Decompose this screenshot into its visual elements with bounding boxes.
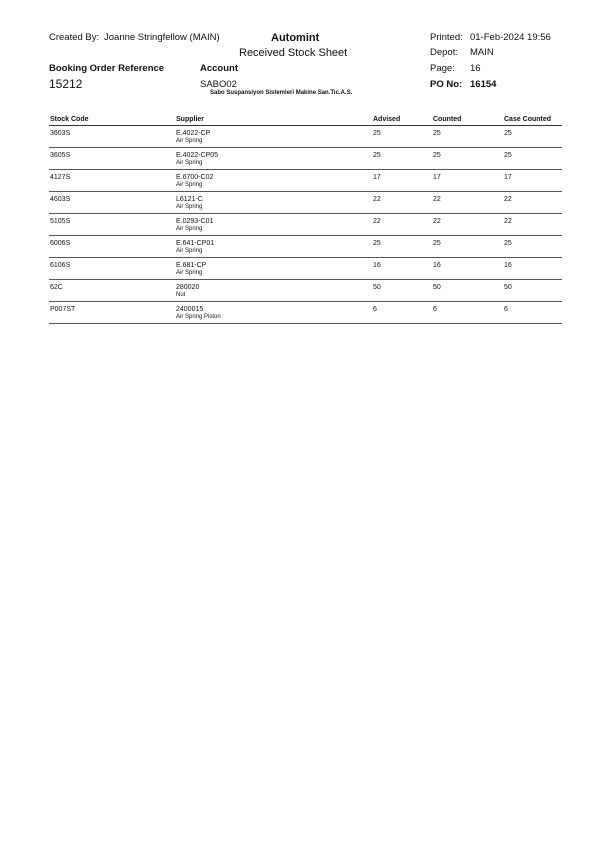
stock-code-cell: 3605S <box>50 152 71 159</box>
table-row <box>49 258 562 280</box>
advised-cell: 22 <box>373 196 381 203</box>
depot-label: Depot: <box>430 47 458 58</box>
item-description: Air Spring <box>176 203 203 210</box>
col-header-supplier: Supplier <box>175 114 372 126</box>
supplier-code: E.4022-CP <box>176 130 211 137</box>
table-row <box>49 148 562 170</box>
case-counted-cell: 25 <box>504 152 512 159</box>
po-label: PO No: <box>430 79 463 90</box>
item-description: Nut <box>176 291 186 298</box>
item-description: Air Spring Piston <box>176 313 221 320</box>
advised-cell: 6 <box>373 306 377 313</box>
col-header-stock-code: Stock Code <box>49 114 175 126</box>
counted-cell: 25 <box>433 240 441 247</box>
counted-cell: 6 <box>433 306 437 313</box>
item-description: Air Spring <box>176 181 203 188</box>
advised-cell: 25 <box>373 130 381 137</box>
supplier-cell <box>175 280 372 302</box>
printed-value: 01-Feb-2024 19:56 <box>470 32 551 43</box>
table-row <box>49 170 562 192</box>
item-description: Air Spring <box>176 225 203 232</box>
stock-table <box>49 114 562 324</box>
counted-cell: 25 <box>433 152 441 159</box>
item-description: Air Spring <box>176 269 203 276</box>
table-row <box>49 280 562 302</box>
booking-ref-value: 15212 <box>49 77 83 91</box>
table-row <box>49 126 562 148</box>
supplier-code: E.6700-C02 <box>176 174 214 181</box>
advised-cell: 25 <box>373 152 381 159</box>
col-header-advised: Advised <box>372 114 432 126</box>
stock-code-cell: 4603S <box>50 196 71 203</box>
table-row <box>49 192 562 214</box>
counted-cell: 17 <box>433 174 441 181</box>
stock-code-cell: 6106S <box>50 262 71 269</box>
advised-cell: 50 <box>373 284 381 291</box>
stock-code-cell: 3603S <box>50 130 71 137</box>
case-counted-cell: 22 <box>504 218 512 225</box>
company-name: Automint <box>271 32 320 44</box>
case-counted-cell: 16 <box>504 262 512 269</box>
stock-code-cell: 62C <box>50 284 63 291</box>
case-counted-cell: 50 <box>504 284 512 291</box>
supplier-cell <box>175 258 372 280</box>
item-description: Air Spring <box>176 247 203 254</box>
case-counted-cell: 17 <box>504 174 512 181</box>
table-row <box>49 214 562 236</box>
table-row <box>49 302 562 324</box>
document-title: Received Stock Sheet <box>239 47 348 59</box>
created-by-value: Joanne Stringfellow (MAIN) <box>104 32 220 43</box>
supplier-cell <box>175 302 372 324</box>
supplier-cell <box>175 126 372 148</box>
supplier-code: E.641-CP01 <box>176 240 215 247</box>
supplier-code: L6121-C <box>176 196 203 203</box>
counted-cell: 22 <box>433 218 441 225</box>
counted-cell: 22 <box>433 196 441 203</box>
stock-code-cell: P007ST <box>50 306 76 313</box>
advised-cell: 16 <box>373 262 381 269</box>
supplier-code: E.4022-CP05 <box>176 152 219 159</box>
case-counted-cell: 25 <box>504 130 512 137</box>
supplier-cell <box>175 236 372 258</box>
booking-ref-label: Booking Order Reference <box>49 63 165 74</box>
table-header-row <box>49 114 562 126</box>
case-counted-cell: 22 <box>504 196 512 203</box>
advised-cell: 25 <box>373 240 381 247</box>
counted-cell: 25 <box>433 130 441 137</box>
account-code: SABO02 <box>200 79 237 90</box>
case-counted-cell: 6 <box>504 306 508 313</box>
supplier-code: E.0293-C01 <box>176 218 214 225</box>
supplier-cell <box>175 192 372 214</box>
created-by-label: Created By: <box>49 32 100 43</box>
account-label: Account <box>200 63 238 74</box>
item-description: Air Spring <box>176 159 203 166</box>
supplier-code: 2400015 <box>176 306 204 313</box>
table-row <box>49 236 562 258</box>
printed-label: Printed: <box>430 32 463 43</box>
stock-code-cell: 4127S <box>50 174 71 181</box>
item-description: Air Spring <box>176 137 203 144</box>
counted-cell: 16 <box>433 262 441 269</box>
counted-cell: 50 <box>433 284 441 291</box>
supplier-cell <box>175 148 372 170</box>
depot-value: MAIN <box>470 47 494 58</box>
supplier-cell <box>175 214 372 236</box>
page-number: 16 <box>470 63 481 74</box>
col-header-case-counted: Case Counted <box>503 114 562 126</box>
account-name: Sabo Suspansiyon Sistemleri Makine San.Tic.A.S. <box>210 90 353 96</box>
stock-code-cell: 5105S <box>50 218 71 225</box>
col-header-counted: Counted <box>432 114 503 126</box>
case-counted-cell: 25 <box>504 240 512 247</box>
advised-cell: 22 <box>373 218 381 225</box>
stock-code-cell: 6006S <box>50 240 71 247</box>
supplier-code: 280020 <box>176 284 200 291</box>
po-number: 16154 <box>470 79 497 90</box>
advised-cell: 17 <box>373 174 381 181</box>
supplier-cell <box>175 170 372 192</box>
page-label: Page: <box>430 63 455 74</box>
supplier-code: E.681-CP <box>176 262 207 269</box>
